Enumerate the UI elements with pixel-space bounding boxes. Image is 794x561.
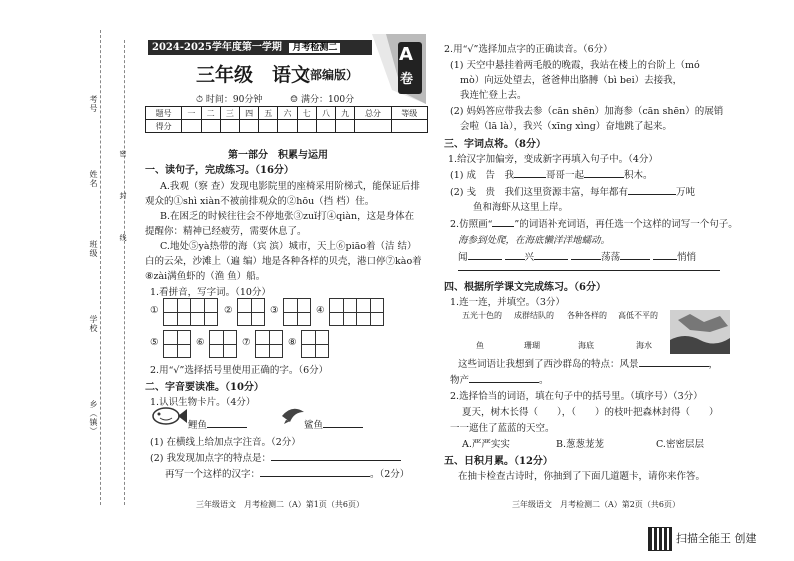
score-blank[interactable] bbox=[239, 120, 258, 133]
s3-example: 海参到处爬，在海底懒洋洋地蠕动。 bbox=[458, 235, 611, 246]
score-label: 得分 bbox=[146, 120, 182, 133]
s4-top-word: 高低不平的 bbox=[618, 311, 658, 320]
seal-line bbox=[124, 40, 125, 505]
carp-text: 鲤鱼 bbox=[188, 420, 208, 431]
s3-q2a: 2.仿照画“ bbox=[450, 219, 493, 230]
grid-mark: ③ bbox=[270, 305, 279, 316]
s2-sub2b-score: 。（2分） bbox=[370, 469, 410, 480]
s1-line: 提醒你：精神已经疲劳，需要休息了。 bbox=[145, 226, 307, 237]
page-title: 三年级 语文 bbox=[196, 64, 311, 86]
class-label: 班级 bbox=[89, 240, 98, 258]
s2-sub2b bbox=[165, 466, 409, 480]
s2-sub2-text: (2) 我发现加点字的特点是： bbox=[150, 453, 271, 464]
s1-line: A.我观（察 查）发现电影院里的座椅采用阶梯式，能保证后排 bbox=[160, 181, 420, 192]
pinyin-blank[interactable] bbox=[323, 427, 363, 428]
s4-top-word: 五光十色的 bbox=[462, 311, 502, 320]
s1-q2: 2.用“√”选择括号里使用正确的字。（6分） bbox=[150, 365, 329, 376]
answer-blank[interactable] bbox=[571, 259, 601, 260]
paper-letter: A bbox=[399, 44, 413, 65]
answer-blank[interactable] bbox=[534, 259, 568, 260]
grid-mark: ④ bbox=[316, 305, 325, 316]
s3-l2a: (2) 戋 贵 我们这里资源丰富，每年都有 bbox=[450, 187, 628, 198]
grid-mark: ⑥ bbox=[196, 337, 205, 348]
name-label: 姓名 bbox=[89, 170, 98, 188]
s3-q2b: ”的词语补充词语，再任选一个这样的词写一个句子。 bbox=[514, 219, 738, 230]
writing-grid[interactable] bbox=[255, 330, 283, 358]
fill-word: 荡荡 bbox=[601, 252, 621, 263]
section-4-title: 四、根据所学课文完成练习。（6分） bbox=[444, 282, 606, 293]
score-cell: 五 bbox=[259, 107, 278, 120]
s3-l1b: 哥哥一起 bbox=[545, 170, 584, 181]
s4-q2: 2.选择恰当的词语，填在句子中的括号里。（填序号）（3分） bbox=[450, 391, 703, 402]
s4-top-word: 各种各样的 bbox=[567, 311, 607, 320]
writing-grid[interactable] bbox=[356, 298, 384, 326]
s3-q1: 1.给汉字加偏旁，变成新字再填入句子中。（4分） bbox=[448, 154, 658, 165]
pinyin-blank[interactable] bbox=[207, 427, 247, 428]
s4-fill2: 物产 。 bbox=[450, 375, 549, 386]
writing-grid[interactable] bbox=[209, 330, 237, 358]
score-blank[interactable] bbox=[336, 120, 355, 133]
carp-icon bbox=[148, 404, 188, 428]
s1-line: B.在困乏的时候往往会不停地张③zuǐ打④qiàn，这是身体在 bbox=[160, 211, 415, 222]
writing-grid[interactable] bbox=[283, 298, 311, 326]
s4-bottom-word: 鱼 bbox=[476, 341, 484, 350]
answer-blank[interactable] bbox=[584, 177, 624, 178]
score-cell: 二 bbox=[201, 107, 220, 120]
r-q2-line: (1) 天空中悬挂着两毛般的晚霞，我站在楼上的台阶上（mó bbox=[450, 60, 700, 71]
answer-blank[interactable] bbox=[260, 476, 370, 477]
s3-q2 bbox=[450, 216, 738, 230]
shark-text: 鲨鱼 bbox=[304, 420, 324, 431]
fill-word: 悄悄 bbox=[677, 252, 697, 263]
term-text: 2024-2025学年度第一学期 bbox=[152, 42, 282, 53]
r-q2: 2.用“√”选择加点字的正确读音。（6分） bbox=[444, 44, 613, 55]
grid-mark: ⑦ bbox=[242, 337, 251, 348]
exam-name: 月考检测二 bbox=[289, 43, 340, 53]
s1-line: 观众的①shì xiàn不被前排观众的②hōu（挡 档）住。 bbox=[145, 196, 375, 207]
score-blank[interactable] bbox=[278, 120, 297, 133]
r-q2-line: (2) 妈妈答应带我去参（cān shēn）加海参（cān shēn）的展销 bbox=[450, 106, 724, 117]
score-blank[interactable] bbox=[259, 120, 278, 133]
r-q2-line: 会啦（lā là），我兴（xīng xìng）奋地跳了起来。 bbox=[460, 121, 672, 132]
s3-fill-row bbox=[458, 249, 696, 263]
fill-word: 兴 bbox=[524, 252, 535, 263]
s4-fill1-text: 这些词语让我想到了西沙群岛的特点：风景 bbox=[458, 359, 639, 370]
watermark-text: 扫描全能王 创建 bbox=[676, 532, 757, 545]
score-header-row bbox=[146, 107, 428, 120]
s4-fill2-text: 物产 bbox=[450, 375, 470, 386]
s4-top-word: 成群结队的 bbox=[514, 311, 554, 320]
writing-grid[interactable] bbox=[163, 298, 191, 326]
score-cell: 四 bbox=[239, 107, 258, 120]
s3-l2c: 鱼和海虾从这里上岸。 bbox=[473, 202, 569, 213]
s4-sentence: 夏天，树木长得（ ），（ ）的枝叶把森林封得（ ） bbox=[462, 407, 719, 418]
score-cell: 八 bbox=[316, 107, 335, 120]
answer-blank[interactable] bbox=[620, 259, 650, 260]
s4-option[interactable]: B.葱葱茏茏 bbox=[556, 439, 605, 450]
score-cell: 九 bbox=[336, 107, 355, 120]
time-text: 时间：90分钟 bbox=[205, 95, 263, 105]
shark-label bbox=[304, 417, 363, 431]
score-blank[interactable] bbox=[201, 120, 220, 133]
shark-icon bbox=[280, 402, 306, 426]
s3-l1a: (1) 成 告 我 bbox=[450, 170, 514, 181]
grid-mark: ⑧ bbox=[288, 337, 297, 348]
score-cell: 六 bbox=[278, 107, 297, 120]
score-cell: 三 bbox=[220, 107, 239, 120]
writing-grid[interactable] bbox=[237, 298, 265, 326]
grid-mark: ② bbox=[224, 305, 233, 316]
score-cell: 总分 bbox=[355, 107, 391, 120]
s4-option[interactable]: A.严严实实 bbox=[462, 439, 510, 450]
fold-line bbox=[100, 30, 101, 505]
seal-text: 密 封 线 bbox=[119, 150, 127, 255]
fill-word: 闻 bbox=[458, 252, 468, 263]
answer-blank[interactable] bbox=[505, 259, 525, 260]
score-cell: 七 bbox=[297, 107, 316, 120]
answer-blank[interactable] bbox=[469, 382, 539, 383]
term-banner bbox=[148, 40, 372, 55]
score-text: 满分：100分 bbox=[300, 95, 355, 105]
score-cell: 一 bbox=[182, 107, 201, 120]
s4-option[interactable]: C.密密层层 bbox=[656, 439, 704, 450]
footer-left: 三年级语文 月考检测二（A）第1页（共6页） bbox=[196, 500, 364, 509]
s2-q1: 1.认识生物卡片。（4分） bbox=[150, 397, 256, 408]
underline-mark bbox=[492, 226, 514, 227]
s1-line: 白的云朵，沙滩上（遍 编）地是各种各样的贝壳，港口停⑦kào着 bbox=[145, 256, 422, 267]
sentence-line[interactable] bbox=[458, 270, 720, 271]
s4-bottom-word: 珊瑚 bbox=[524, 341, 540, 350]
s2-sub1: (1) 在横线上给加点字注音。（2分） bbox=[150, 437, 301, 448]
writing-grid[interactable] bbox=[190, 298, 218, 326]
seascape-image bbox=[670, 310, 730, 354]
score-blank[interactable] bbox=[316, 120, 335, 133]
school-label: 学校 bbox=[89, 315, 98, 333]
writing-grid[interactable] bbox=[301, 330, 329, 358]
grid-mark: ① bbox=[150, 305, 159, 316]
score-blank[interactable] bbox=[391, 120, 427, 133]
r-q2-line: 我连忙登上去。 bbox=[460, 90, 527, 101]
writing-grid[interactable] bbox=[329, 298, 357, 326]
carp-label bbox=[188, 417, 247, 431]
s4-fill1: 这些词语让我想到了西沙群岛的特点：风景 ， bbox=[458, 359, 719, 370]
full-score: ☺ 满分：100分 bbox=[290, 95, 355, 105]
s4-bottom-word: 海底 bbox=[578, 341, 594, 350]
score-value-row bbox=[146, 120, 428, 133]
score-cell: 题号 bbox=[146, 107, 182, 120]
answer-blank[interactable] bbox=[468, 259, 502, 260]
part-title: 第一部分 积累与运用 bbox=[228, 150, 328, 161]
section-3-title: 三、字词点将。（8分） bbox=[444, 139, 546, 150]
s5-text: 在抽卡检查古诗时，你抽到了下面几道题卡，请你来作答。 bbox=[458, 471, 706, 482]
score-blank[interactable] bbox=[220, 120, 239, 133]
answer-blank[interactable] bbox=[514, 177, 546, 178]
s1-line: ⑧zài满鱼虾的（渔 鱼）船。 bbox=[145, 271, 266, 282]
edition: （部编版） bbox=[298, 68, 359, 82]
section-5-title: 五、日积月累。（12分） bbox=[444, 456, 553, 467]
r-q2-line: mò）向远处望去，爸爸伸出胳膊（bì bei）去接我， bbox=[460, 75, 683, 86]
s3-line2 bbox=[450, 184, 695, 198]
exam-no-label: 考号 bbox=[89, 95, 98, 113]
s3-line1 bbox=[450, 167, 653, 181]
score-blank[interactable] bbox=[355, 120, 391, 133]
score-cell: 等级 bbox=[391, 107, 427, 120]
footer-right: 三年级语文 月考检测二（A）第2页（共6页） bbox=[512, 500, 680, 509]
s3-l1c: 积木。 bbox=[624, 170, 653, 181]
town-label: 乡（镇） bbox=[89, 400, 98, 436]
paper-suffix: 卷 bbox=[400, 72, 414, 87]
s1-q1: 1.看拼音，写字词。（10分） bbox=[150, 287, 271, 298]
score-table bbox=[145, 106, 428, 133]
score-blank[interactable] bbox=[182, 120, 201, 133]
time-limit: ⏱ 时间：90分钟 bbox=[196, 95, 263, 105]
answer-blank[interactable] bbox=[271, 460, 401, 461]
answer-blank[interactable] bbox=[653, 259, 677, 260]
answer-blank[interactable] bbox=[628, 194, 676, 195]
s2-sub2b-text: 再写一个这样的汉字： bbox=[165, 469, 261, 480]
section-1-title: 一、读句子，完成练习。（16分） bbox=[145, 165, 294, 176]
s1-line: C.地处⑤yà热带的海（宾 滨）城市，天上⑥piāo着（洁 结） bbox=[160, 241, 417, 252]
s4-sentence: 一一遮住了蓝蓝的天空。 bbox=[450, 423, 555, 434]
qr-icon bbox=[648, 527, 672, 551]
s4-bottom-word: 海水 bbox=[636, 341, 652, 350]
score-blank[interactable] bbox=[297, 120, 316, 133]
s3-l2b: 万吨 bbox=[675, 187, 695, 198]
writing-grid[interactable] bbox=[163, 330, 191, 358]
s4-q1: 1.连一连，并填空。（3分） bbox=[450, 297, 565, 308]
s2-sub2 bbox=[150, 450, 401, 464]
answer-blank[interactable] bbox=[639, 366, 709, 367]
section-2-title: 二、字音要读准。（10分） bbox=[145, 382, 264, 393]
grid-mark: ⑤ bbox=[150, 337, 159, 348]
